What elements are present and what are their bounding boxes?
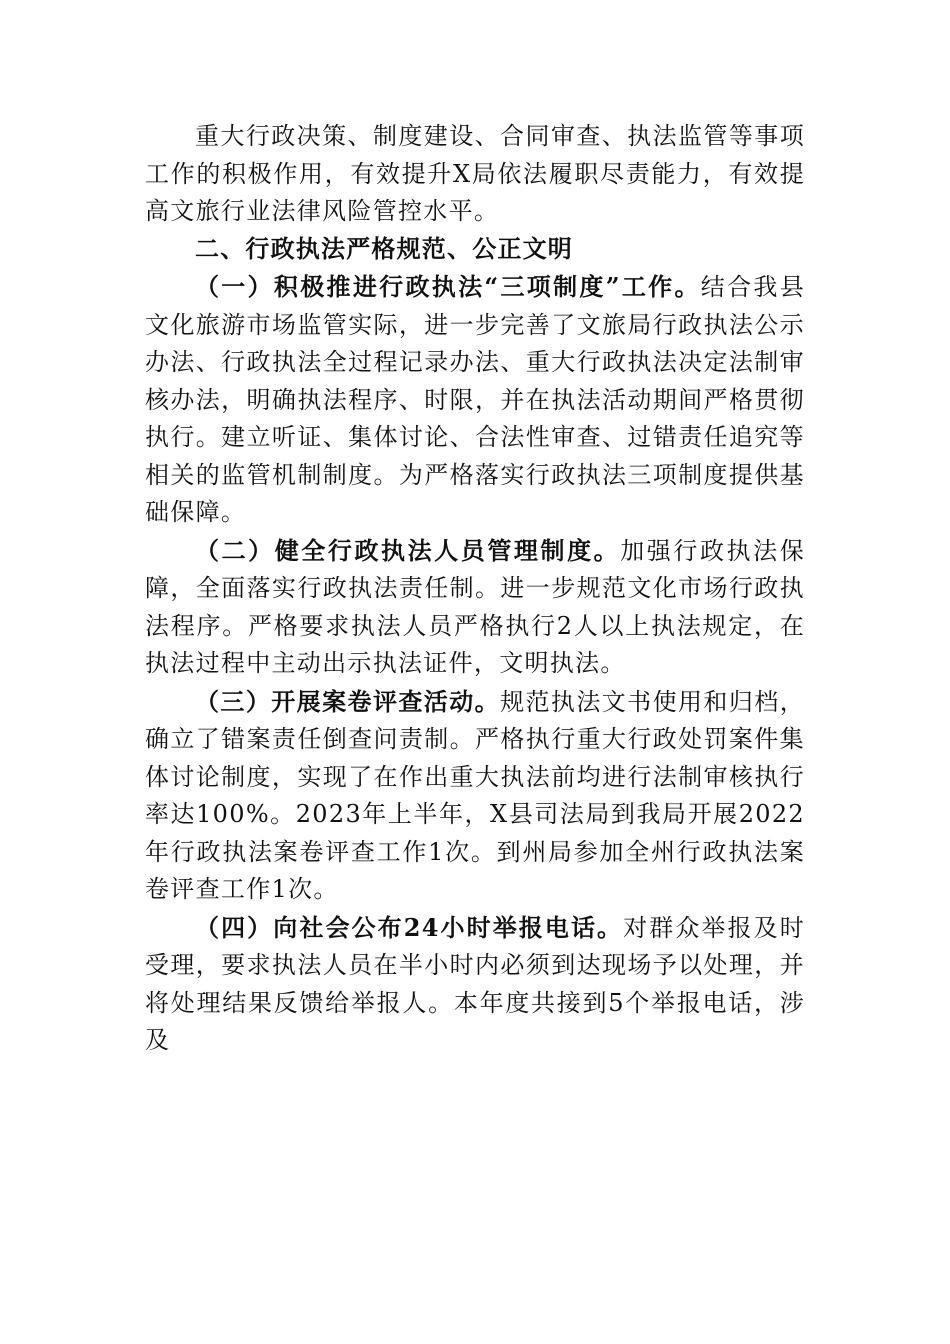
document-body bbox=[145, 118, 805, 1060]
section-heading bbox=[145, 231, 805, 269]
paragraph-text: 结合我县文化旅游市场监管实际，进一步完善了文旅局行政执法公示办法、行政执法全过程记录办法、重大行政执法决定法制审核办法，明确执法程序、时限，并在执法活动期间严格贯彻执行。建立听证、集体讨论、合法性审查、过错责任追究等相关的监管机制制度。为严格落实行政执法三项制度提供基础保障。 bbox=[145, 273, 806, 526]
paragraph-three-systems bbox=[145, 268, 805, 532]
paragraph-personnel bbox=[145, 532, 805, 683]
paragraph-hotline bbox=[145, 909, 805, 1060]
paragraph-lead: （四）向社会公布24小时举报电话。 bbox=[195, 912, 624, 942]
paragraph-case-review bbox=[145, 683, 805, 909]
paragraph-continuation bbox=[145, 118, 805, 231]
section-heading-text: 二、行政执法严格规范、公正文明 bbox=[195, 234, 573, 263]
paragraph-text: 加强行政执法保障，全面落实行政执法责任制。进一步规范文化市场行政执法程序。严格要求执法人员严格执行2人以上执法规定，在执法过程中主动出示执法证件，文明执法。 bbox=[145, 536, 805, 677]
paragraph-text: 规范执法文书使用和归档，确立了错案责任倒查问责制。严格执行重大行政处罚案件集体讨论制度，实现了在作出重大执法前均进行法制审核执行率达100%。2023年上半年，X县司法局到我局开展2022年行政执法案卷评查工作1次。到州局参加全州行政执法案卷评查工作1次。 bbox=[145, 687, 805, 903]
paragraph-lead: （三）开展案卷评查活动。 bbox=[195, 686, 501, 716]
paragraph-text: 对群众举报及时受理，要求执法人员在半小时内必须到达现场予以处理，并将处理结果反馈给举报人。本年度共接到5个举报电话，涉及 bbox=[145, 913, 805, 1054]
paragraph-lead: （一）积极推进行政执法“三项制度”工作。 bbox=[195, 272, 701, 301]
paragraph-lead: （二）健全行政执法人员管理制度。 bbox=[195, 535, 621, 565]
paragraph-text: 重大行政决策、制度建设、合同审查、执法监管等事项工作的积极作用，有效提升X局依法履职尽责能力，有效提高文旅行业法律风险管控水平。 bbox=[145, 122, 805, 225]
